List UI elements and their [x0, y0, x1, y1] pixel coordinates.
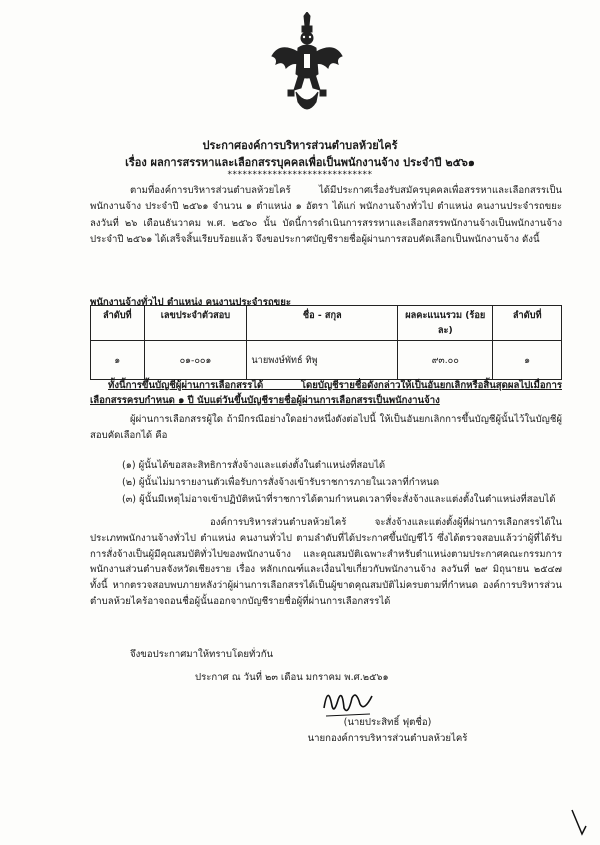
separator-stars: ***************************** — [227, 170, 373, 180]
condition-item: (๑) ผู้นั้นได้ขอสละสิทธิการสั่งจ้างและแต่งตั้งในตำแหน่งที่สอบได้ — [122, 460, 386, 471]
signer-position: นายกองค์การบริหารส่วนตำบลห้วยไคร้ — [307, 733, 468, 744]
cell-name: นายพงษ์พัทธ์ ทิพู — [247, 341, 398, 380]
col-header-order: ลำดับที่ — [493, 306, 562, 341]
announcement-date: ประกาศ ณ วันที่ ๒๓ เดือน มกราคม พ.ศ.๒๕๖๑ — [195, 672, 389, 683]
paragraph-intro: ตามที่องค์การบริหารส่วนตำบลห้วยไคร้ ได้มีประกาศเรื่องรับสมัครบุคคลเพื่อสรรหาและเลือกสรรเป็นพนักงานจ้าง ประจำปี ๒๕๖๑ จำนวน ๑ ตำแหน่ง ๑ อัตรา ได้แก่ พนักงานจ้างทั่วไป ตำแหน่ง คนงานประจำรถขยะ ลงวันที่ ๒๖ เดือนธันวาคม พ.ศ. ๒๕๖๐ นั้น บัดนี้การดำเนินการสรรหาและเลือกสรรพนักงานจ้างเป็นพนักงานจ้าง ประจำปี ๒๕๖๑ ได้เสร็จสิ้นเรียบร้อยแล้ว จึงขอประกาศบัญชีรายชื่อผู้ผ่านการสอบคัดเลือกเป็นพนักงานจ้าง ดังนี้ — [90, 185, 562, 246]
table-row — [91, 341, 562, 380]
announcement-subject: เรื่อง ผลการสรรหาและเลือกสรรบุคคลเพื่อเป็นพนักงานจ้าง ประจำปี ๒๕๖๑ — [125, 156, 475, 169]
cell-score: ๙๓.๐๐ — [398, 341, 493, 380]
col-header-exam-id: เลขประจำตัวสอบ — [144, 306, 247, 341]
garuda-emblem-icon — [268, 12, 346, 120]
table-header-row — [91, 306, 562, 341]
paragraph-cancellation: ผู้ผ่านการเลือกสรรผู้ใด ถ้ามีกรณีอย่างใดอย่างหนึ่งดังต่อไปนี้ ให้เป็นอันยกเลิกการขึ้นบัญชีผู้นั้นไว้ในบัญชีผู้สอบคัดเลือกได้ คือ — [90, 414, 562, 442]
paragraph-validity: ทั้งนี้การขึ้นบัญชีผู้ผ่านการเลือกสรรได้ โดยบัญชีรายชื่อดังกล่าวให้เป็นอันยกเลิกหรือสิ้นสุดผลไปเมื่อการเลือกสรรครบกำหนด ๑ ปี นับแต่วันขึ้นบัญชีรายชื่อผู้ผ่านการเลือกสรรเป็นพนักงานจ้าง — [90, 380, 562, 406]
condition-item: (๓) ผู้นั้นมีเหตุไม่อาจเข้าปฏิบัติหน้าที่ราชการได้ตามกำหนดเวลาที่จะสั่งจ้างและแต่งตั้งในตำแหน่งที่สอบได้ — [122, 494, 556, 505]
results-table — [90, 305, 562, 380]
corner-mark-icon — [568, 808, 590, 838]
condition-item: (๒) ผู้นั้นไม่มารายงานตัวเพื่อรับการสั่งจ้างเข้ารับราชการภายในเวลาที่กำหนด — [122, 477, 440, 488]
position-subheading: พนักงานจ้างทั่วไป ตำแหน่ง คนงานประจำรถขยะ — [90, 297, 291, 308]
cell-exam-id: ๐๑-๐๐๑ — [144, 341, 247, 380]
cell-order: ๑ — [493, 341, 562, 380]
signer-name: (นายประสิทธิ์ ฟุตชื่อ) — [343, 717, 432, 728]
col-header-name: ชื่อ - สกุล — [247, 306, 398, 341]
paragraph-appointment: องค์การบริหารส่วนตำบลห้วยไคร้ จะสั่งจ้างและแต่งตั้งผู้ที่ผ่านการเลือกสรรได้ในประเภทพนักงานจ้างทั่วไป ตำแหน่ง คนงานทั่วไป ตามลำดับที่ได้ประกาศขึ้นบัญชีไว้ ซึ่งได้ตรวจสอบแล้วว่าผู้ที่ได้รับการสั่งจ้างเป็นผู้มีคุณสมบัติทั่วไปของพนักงานจ้าง และคุณสมบัติเฉพาะสำหรับตำแหน่งตามประกาศคณะกรรมการพนักงานส่วนตำบลจังหวัดเชียงราย เรื่อง หลักเกณฑ์และเงื่อนไขเกี่ยวกับพนักงานจ้าง ลงวันที่ ๒๙ มิถุนายน ๒๕๔๗ ทั้งนี้ หากตรวจสอบพบภายหลังว่าผู้ผ่านการเลือกสรรได้เป็นผู้ขาดคุณสมบัติไม่ครบตามที่กำหนด องค์การบริหารส่วนตำบลห้วยไคร้อาจถอนชื่อผู้นั้นออกจากบัญชีรายชื่อผู้ที่ผ่านการเลือกสรรได้ — [90, 517, 562, 607]
announcement-title: ประกาศองค์การบริหารส่วนตำบลห้วยไคร้ — [202, 139, 398, 152]
closing-statement: จึงขอประกาศมาให้ทราบโดยทั่วกัน — [130, 649, 274, 660]
col-header-score: ผลคะแนนรวม (ร้อยละ) — [398, 306, 493, 341]
col-header-rank: ลำดับที่ — [91, 306, 145, 341]
cell-rank: ๑ — [91, 341, 145, 380]
